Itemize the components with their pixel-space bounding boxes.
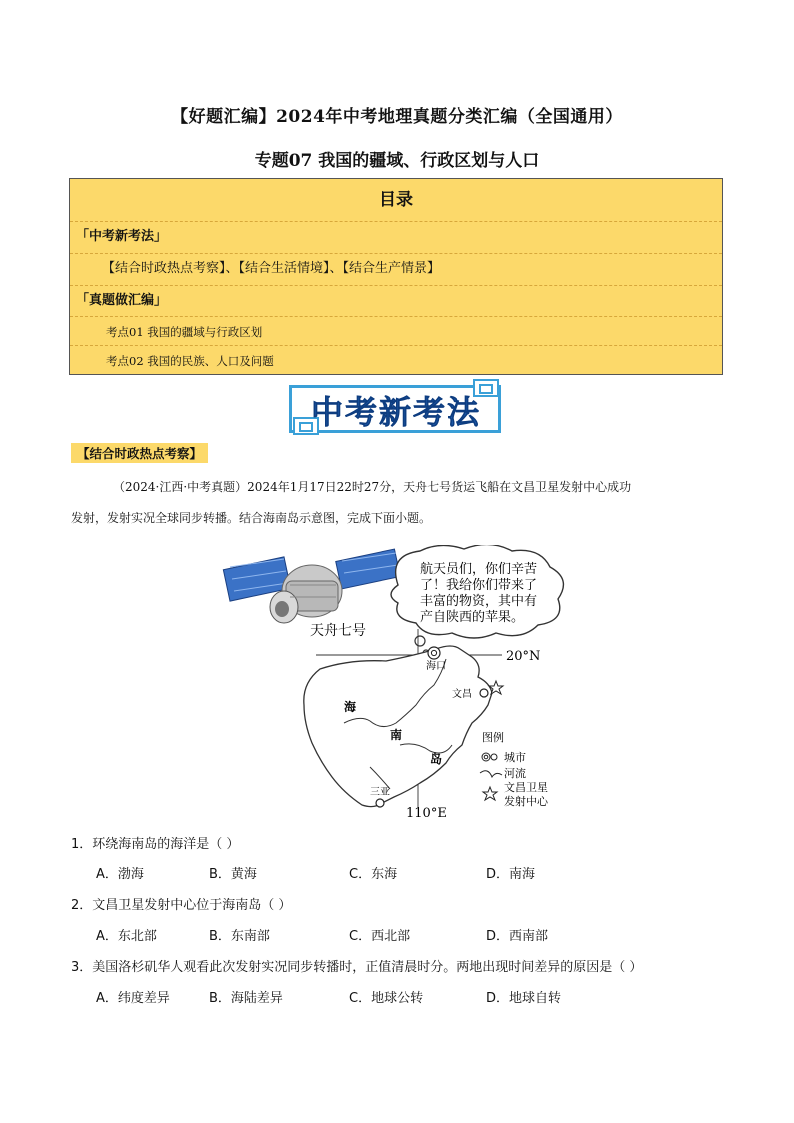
toc-heading: 目录 xyxy=(379,190,413,210)
city-marker-wenchang xyxy=(480,689,488,697)
question-3-option-a[interactable]: A．纬度差异 xyxy=(96,991,170,1006)
passage-line-1 xyxy=(71,472,731,502)
legend-star-icon xyxy=(483,787,497,800)
question-2-option-b[interactable]: B．东南部 xyxy=(209,929,270,944)
city-marker-haikou xyxy=(431,650,436,655)
bubble-line: 了！我给你们带来了 xyxy=(420,578,538,593)
city-label-wenchang: 文昌 xyxy=(452,689,472,700)
bubble-line: 航天员们，你们辛苦 xyxy=(420,562,538,577)
speech-bubble xyxy=(391,545,563,656)
toc-section-real-questions[interactable]: 「真题做汇编」 xyxy=(70,285,722,315)
question-3-option-d[interactable]: D．地球自转 xyxy=(486,991,562,1006)
city-label-haikou: 海口 xyxy=(426,661,446,672)
banner-text: 中考新考法 xyxy=(310,393,481,431)
document-title: 【好题汇编】2024年中考地理真题分类汇编（全国通用） xyxy=(171,107,623,127)
question-2-option-a[interactable]: A．东北部 xyxy=(96,929,157,944)
legend-site-label: 发射中心 xyxy=(504,795,548,808)
passage-line-2: 发射，发射实况全球同步转播。结合海南岛示意图，完成下面小题。 xyxy=(71,511,432,525)
table-of-contents xyxy=(69,178,723,375)
bubble-line: 产自陕西的苹果。 xyxy=(420,610,525,625)
question-2-option-c[interactable]: C．西北部 xyxy=(349,929,411,944)
passage-text: （2024·江西·中考真题）2024年1月17日22时27分，天舟七号货运飞船在文昌卫星发射中心成功 xyxy=(113,480,632,494)
toc-section-new-methods-items[interactable]: 【结合时政热点考察】、【结合生活情境】、【结合生产情景】 xyxy=(70,253,722,283)
island-name-char: 海 xyxy=(344,700,357,714)
island-name-char: 岛 xyxy=(430,752,443,766)
question-3-stem: 3．美国洛杉矶华人观看此次发射实况同步转播时，正值清晨时分。两地出现时间差异的原因是（ ） xyxy=(71,960,643,975)
question-3-option-b[interactable]: B．海陆差异 xyxy=(209,991,283,1006)
legend-title: 图例 xyxy=(482,731,504,744)
hainan-island-outline xyxy=(304,646,492,807)
legend-site-label: 文昌卫星 xyxy=(504,781,548,794)
toc-point-01[interactable]: 考点01 我国的疆域与行政区划 xyxy=(70,316,722,346)
bubble-line: 丰富的物资，其中有 xyxy=(420,594,538,609)
legend-city-icon xyxy=(484,755,488,759)
question-3-option-c[interactable]: C．地球公转 xyxy=(349,991,424,1006)
question-2-stem: 2．文昌卫星发射中心位于海南岛（ ） xyxy=(71,898,292,913)
question-1-option-d[interactable]: D．南海 xyxy=(486,867,536,882)
topic-tag: 【结合时政热点考察】 xyxy=(71,443,208,463)
toc-section-new-methods[interactable]: 「中考新考法」 xyxy=(70,221,722,251)
hainan-map-figure xyxy=(220,545,580,825)
legend-river-label: 河流 xyxy=(504,767,526,780)
spacecraft-illustration xyxy=(223,549,400,623)
question-1-option-c[interactable]: C．东海 xyxy=(349,867,398,882)
ship-label: 天舟七号 xyxy=(310,623,366,639)
question-1-stem: 1．环绕海南岛的海洋是（ ） xyxy=(71,837,240,852)
legend-city-label: 城市 xyxy=(504,751,526,764)
question-1-option-a[interactable]: A．渤海 xyxy=(96,867,144,882)
question-2-option-d[interactable]: D．西南部 xyxy=(486,929,549,944)
city-marker-sanya xyxy=(376,799,384,807)
island-name-char: 南 xyxy=(390,728,403,742)
legend-river-icon xyxy=(480,771,502,777)
section-banner xyxy=(287,379,505,435)
map-legend xyxy=(480,730,549,808)
latitude-label: 20°N xyxy=(506,649,541,664)
legend-city-icon xyxy=(491,754,497,760)
document-subtitle: 专题07 我国的疆域、行政区划与人口 xyxy=(254,151,540,171)
longitude-label: 110°E xyxy=(406,806,447,821)
toc-point-02[interactable]: 考点02 我国的民族、人口及问题 xyxy=(70,345,722,375)
question-1-option-b[interactable]: B．黄海 xyxy=(209,867,257,882)
city-label-sanya: 三亚 xyxy=(370,787,390,798)
